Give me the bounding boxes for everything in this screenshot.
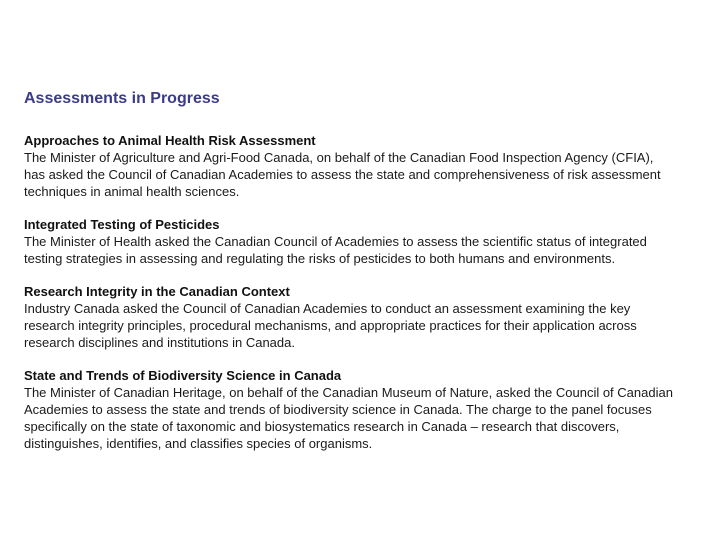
assessment-description: Industry Canada asked the Council of Canadian Academies to conduct an assessment examining the key research integrity principles, procedural mechanisms, and appropriate practices for their application across research disciplines and institutions in Canada.	[24, 301, 637, 350]
assessment-item-research-integrity	[24, 283, 674, 351]
assessment-item-animal-health	[24, 132, 674, 200]
assessment-title: Approaches to Animal Health Risk Assessment	[24, 133, 316, 148]
assessment-title: State and Trends of Biodiversity Science in Canada	[24, 368, 342, 383]
assessment-title: Integrated Testing of Pesticides	[24, 217, 220, 232]
assessment-description: The Minister of Agriculture and Agri-Food Canada, on behalf of the Canadian Food Inspection Agency (CFIA), has asked the Council of Canadian Academies to assess the state and comprehensiveness of risk assessment techniques in animal health sciences.	[24, 150, 661, 199]
assessment-item-pesticides	[24, 216, 674, 267]
assessment-title: Research Integrity in the Canadian Context	[24, 284, 290, 299]
assessment-item-biodiversity	[24, 367, 674, 452]
assessment-description: The Minister of Health asked the Canadian Council of Academies to assess the scientific status of integrated testing strategies in assessing and regulating the risks of pesticides to both humans and environments.	[24, 234, 647, 266]
assessment-description: The Minister of Canadian Heritage, on behalf of the Canadian Museum of Nature, asked the Council of Canadian Academies to assess the state and trends of biodiversity science in Canada. The charge to the panel focuses specifically on the state of taxonomic and biosystematics research in Canada – research that discovers, distinguishes, identifies, and classifies species of organisms.	[24, 385, 673, 451]
document-page	[24, 88, 674, 468]
page-heading: Assessments in Progress	[24, 90, 220, 107]
